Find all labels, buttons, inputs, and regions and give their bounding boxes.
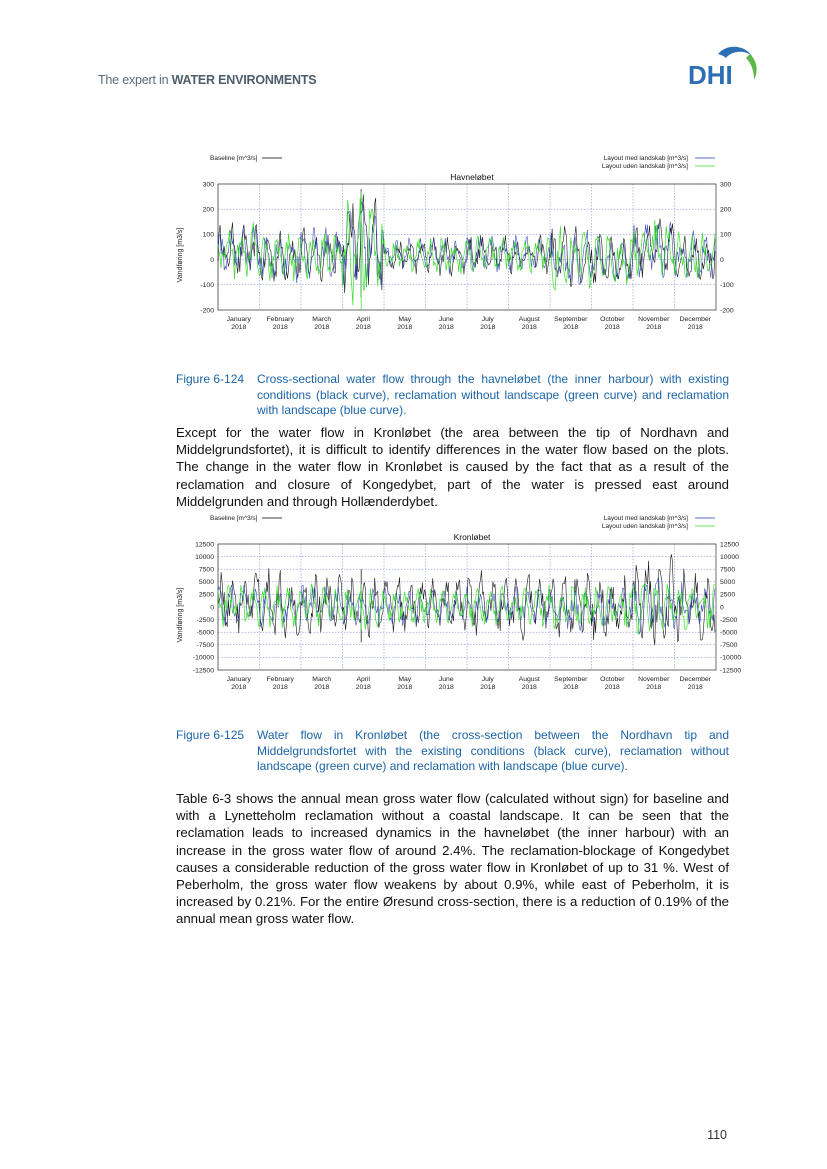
- y-tick-label-left: -200: [200, 307, 214, 315]
- x-tick-label: October: [600, 316, 625, 323]
- tagline-prefix: The expert in: [98, 73, 172, 87]
- x-tick-year: 2018: [272, 684, 288, 691]
- y-tick-label-right: -12500: [720, 667, 742, 675]
- x-tick-year: 2018: [521, 324, 537, 331]
- y-tick-label-left: -2500: [196, 616, 214, 624]
- y-tick-label-left: 5000: [198, 579, 214, 587]
- y-tick-label-right: 100: [720, 231, 732, 239]
- x-tick-label: July: [481, 676, 494, 683]
- header-tagline: [98, 73, 316, 87]
- page-number: 110: [707, 1128, 727, 1142]
- x-tick-label: March: [312, 316, 332, 323]
- logo-text: DHI: [688, 60, 733, 90]
- x-tick-label: July: [481, 316, 494, 323]
- x-tick-year: 2018: [521, 684, 537, 691]
- y-tick-label-right: 0: [720, 604, 724, 612]
- y-axis-label: Vandføring [m3/s]: [177, 587, 184, 643]
- chart-havnelobet-svg: [168, 150, 738, 346]
- legend-baseline: Baseline [m^3/s]: [210, 155, 258, 162]
- legend-with-landscape: Layout med landskab [m^3/s]: [603, 515, 688, 522]
- x-tick-label: August: [518, 676, 540, 683]
- y-tick-label-right: -7500: [720, 642, 738, 650]
- x-tick-year: 2018: [480, 324, 496, 331]
- x-tick-label: January: [226, 316, 251, 323]
- body-paragraph-2: Table 6-3 shows the annual mean gross water flow (calculated without sign) for baseline and with a Lynetteholm reclamation without a coastal landscape. It can be seen that the reclamation leads to increased dynamics in the havneløbet (the inner harbour) with an increase in the gross water flow of around 2.4%. The reclamation-blockage of Kongedybet causes a considerable reduction of the gross water flow in Kronløbet of up to 31 %. West of Peberholm, the gross water flow weakens by about 0.9%, while east of Peberholm, it is increased by 0.21%. For the entire Øresund cross-section, there is a reduction of 0.19% of the annual mean gross water flow.: [176, 791, 729, 927]
- legend-without-landscape: Layout uden landskab [m^3/s]: [601, 163, 688, 170]
- x-tick-label: November: [638, 676, 670, 683]
- y-tick-label-right: -2500: [720, 616, 738, 624]
- x-tick-year: 2018: [480, 684, 496, 691]
- caption-text: Water flow in Kronløbet (the cross-section between the Nordhavn tip and Middelgrundsfortet with the existing conditions (black curve), reclamation without landscape (green curve) and reclamation with landscape (blue curve).: [257, 728, 729, 773]
- x-tick-label: February: [266, 676, 294, 683]
- x-tick-year: 2018: [314, 324, 330, 331]
- y-tick-label-right: 12500: [720, 541, 739, 549]
- x-tick-label: January: [226, 676, 251, 683]
- x-tick-label: June: [438, 316, 454, 323]
- dhi-logo: [688, 42, 760, 90]
- legend-with-landscape: Layout med landskab [m^3/s]: [603, 155, 688, 162]
- y-tick-label-right: 300: [720, 181, 732, 189]
- y-tick-label-right: 2500: [720, 591, 736, 599]
- y-tick-label-left: 300: [202, 181, 214, 189]
- x-tick-year: 2018: [231, 684, 247, 691]
- x-tick-label: December: [679, 316, 711, 323]
- legend-without-landscape: Layout uden landskab [m^3/s]: [601, 523, 688, 530]
- y-tick-label-left: -7500: [196, 642, 214, 650]
- x-tick-label: September: [554, 676, 588, 683]
- x-tick-label: September: [554, 316, 588, 323]
- y-tick-label-right: -100: [720, 282, 734, 290]
- y-tick-label-right: 7500: [720, 566, 736, 574]
- x-tick-year: 2018: [355, 684, 371, 691]
- x-tick-year: 2018: [314, 684, 330, 691]
- caption-number: Figure 6-124: [176, 372, 245, 386]
- tagline-bold: WATER ENVIRONMENTS: [171, 73, 317, 87]
- y-tick-label-left: -10000: [192, 654, 214, 662]
- x-tick-year: 2018: [563, 324, 579, 331]
- figure-caption-2: [176, 728, 729, 775]
- chart-kronlobet-svg: [168, 510, 742, 706]
- y-tick-label-left: 200: [202, 206, 214, 214]
- y-tick-label-right: -200: [720, 307, 734, 315]
- x-tick-label: April: [356, 676, 371, 683]
- x-tick-year: 2018: [687, 324, 703, 331]
- x-tick-year: 2018: [397, 684, 413, 691]
- y-tick-label-right: 10000: [720, 553, 739, 561]
- logo-wave-icon: [718, 47, 752, 58]
- y-tick-label-left: 2500: [198, 591, 214, 599]
- x-tick-year: 2018: [604, 324, 620, 331]
- x-tick-label: August: [518, 316, 540, 323]
- y-tick-label-right: 0: [720, 256, 724, 264]
- x-tick-year: 2018: [646, 684, 662, 691]
- y-tick-label-left: 0: [210, 604, 214, 612]
- y-tick-label-left: -5000: [196, 629, 214, 637]
- x-tick-label: May: [398, 676, 412, 683]
- x-tick-year: 2018: [397, 324, 413, 331]
- y-tick-label-left: 100: [202, 231, 214, 239]
- chart-kronlobet: [168, 510, 742, 706]
- x-tick-label: December: [679, 676, 711, 683]
- y-tick-label-right: 5000: [720, 579, 736, 587]
- x-tick-year: 2018: [604, 684, 620, 691]
- y-tick-label-left: 12500: [195, 541, 214, 549]
- x-tick-year: 2018: [272, 324, 288, 331]
- x-tick-year: 2018: [687, 684, 703, 691]
- legend-baseline: Baseline [m^3/s]: [210, 515, 258, 522]
- caption-text: Cross-sectional water flow through the havneløbet (the inner harbour) with existing conditions (black curve), reclamation without landscape (green curve) and reclamation with landscape (blue curve).: [257, 372, 729, 417]
- y-tick-label-right: 200: [720, 206, 732, 214]
- x-tick-year: 2018: [438, 684, 454, 691]
- y-tick-label-right: -10000: [720, 654, 742, 662]
- chart-title: Kronløbet: [453, 532, 491, 542]
- y-tick-label-right: -5000: [720, 629, 738, 637]
- chart-title: Havneløbet: [450, 172, 494, 182]
- x-tick-year: 2018: [231, 324, 247, 331]
- x-tick-label: June: [438, 676, 454, 683]
- body-paragraph-1: Except for the water flow in Kronløbet (the area between the tip of Nordhavn and Middelgrundsfortet), it is difficult to identify differences in the water flow based on the plots. The change in the water flow in Kronløbet is caused by the fact that as a result of the reclamation and closure of Kongedybet, part of the water is pressed east around Middelgrunden and through Hollænderdybet.: [176, 425, 729, 509]
- x-tick-label: May: [398, 316, 412, 323]
- y-tick-label-left: -100: [200, 282, 214, 290]
- y-tick-label-left: 10000: [195, 553, 214, 561]
- logo-wave-green-icon: [746, 54, 757, 80]
- caption-number: Figure 6-125: [176, 728, 245, 742]
- x-tick-label: March: [312, 676, 332, 683]
- x-tick-year: 2018: [355, 324, 371, 331]
- y-axis-label: Vandføring [m3/s]: [177, 227, 184, 283]
- x-tick-label: April: [356, 316, 371, 323]
- figure-caption-1: [176, 372, 729, 419]
- x-tick-year: 2018: [438, 324, 454, 331]
- y-tick-label-left: 0: [210, 256, 214, 264]
- x-tick-label: November: [638, 316, 670, 323]
- x-tick-label: October: [600, 676, 625, 683]
- x-tick-year: 2018: [646, 324, 662, 331]
- y-tick-label-left: 7500: [198, 566, 214, 574]
- x-tick-label: February: [266, 316, 294, 323]
- y-tick-label-left: -12500: [192, 667, 214, 675]
- chart-havnelobet: [168, 150, 738, 346]
- x-tick-year: 2018: [563, 684, 579, 691]
